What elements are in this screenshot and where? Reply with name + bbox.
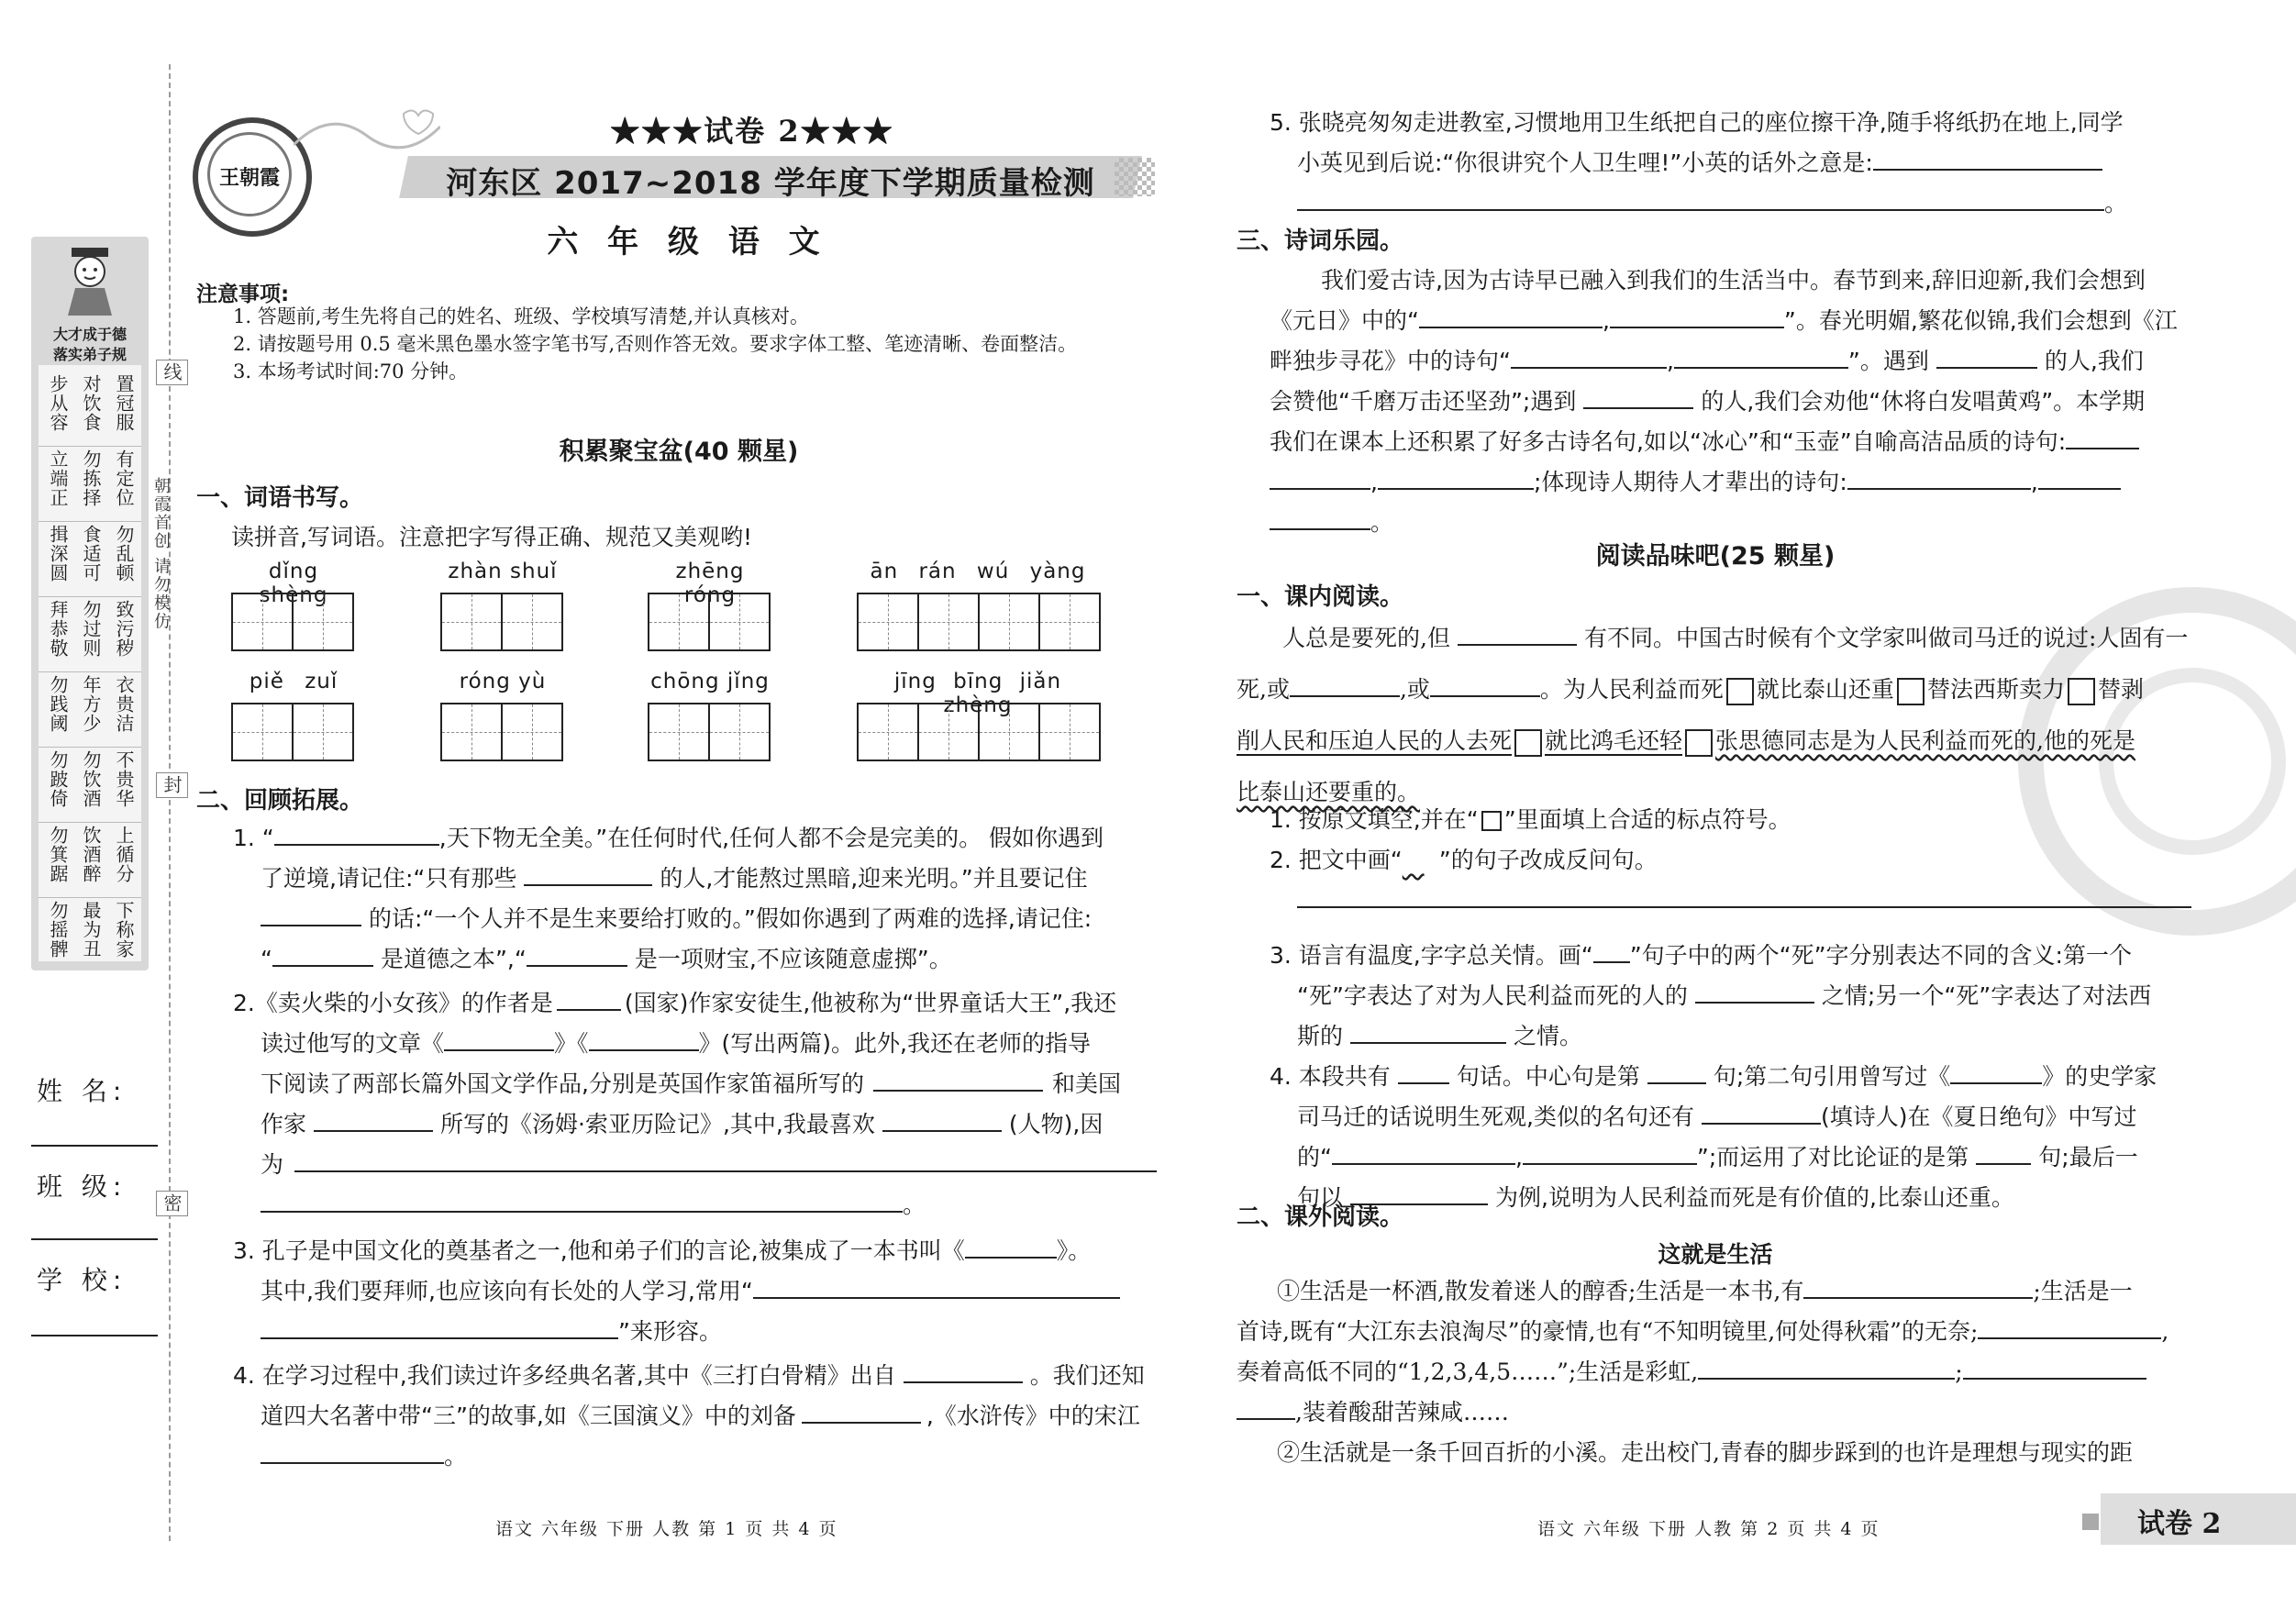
name-field[interactable] — [31, 1145, 158, 1147]
answer-blank[interactable] — [2038, 464, 2121, 490]
pinyin-text: piě zuǐ — [249, 670, 338, 693]
page-footer-right: 语文 六年级 下册 人教 第 2 页 共 4 页 — [1537, 1519, 1880, 1539]
answer-blank[interactable] — [1702, 1099, 1821, 1125]
answer-blank[interactable] — [261, 901, 361, 926]
page-footer-left: 语文 六年级 下册 人教 第 1 页 共 4 页 — [495, 1519, 838, 1539]
text: (填诗人)在《夏日绝句》中写过 — [1820, 1103, 2137, 1130]
answer-blank[interactable] — [1950, 1059, 2042, 1084]
text: ,或 — [1399, 676, 1430, 703]
class-label: 班 级: — [37, 1171, 128, 1202]
text: 司马迁的话说明生死观,类似的名句还有 — [1297, 1103, 1694, 1130]
text: ”来形容。 — [618, 1318, 722, 1345]
part1-title: 积累聚宝盆(40 颗星) — [559, 438, 799, 466]
notice-list — [233, 303, 1187, 385]
answer-blank[interactable] — [753, 1273, 1120, 1299]
answer-blank[interactable] — [1647, 1059, 1706, 1084]
text: 小英见到后说:“你很讲究个人卫生哩!”小英的话外之意是: — [1297, 150, 1873, 176]
motto-top: 大才成于德 — [52, 326, 127, 343]
answer-blank[interactable] — [1936, 343, 2037, 369]
rule-text: 食适可 — [80, 525, 102, 582]
text: 1. “ — [233, 825, 274, 851]
rule-text: 对饮食 — [80, 374, 102, 432]
text: ,天下物无全美。”在任何时代,任何人都不会是完美的。 假如你遇到 — [438, 825, 1104, 851]
text: 我们爱古诗,因为古诗早已融入到我们的生活当中。春节到来,辞旧迎新,我们会想到 — [1321, 267, 2146, 294]
text: “死”字表达了对为人民利益而死的人的 — [1297, 982, 1688, 1009]
writing-grid[interactable] — [440, 593, 563, 651]
rule-text: 衣贵洁 — [113, 675, 135, 733]
answer-blank[interactable] — [1290, 671, 1400, 697]
answer-blank[interactable] — [444, 1026, 554, 1051]
answer-blank[interactable] — [1674, 343, 1848, 369]
rule-text: 勿拣择 — [80, 449, 102, 507]
answer-blank[interactable] — [1695, 978, 1814, 1004]
q3-heading: 三、诗词乐园。 — [1237, 227, 1404, 255]
answer-blank[interactable] — [1963, 1354, 2146, 1380]
answer-blank[interactable] — [294, 1147, 1157, 1172]
name-label: 姓 名: — [37, 1076, 128, 1106]
question-5 — [1270, 103, 2196, 224]
text: 死,或 — [1237, 676, 1290, 703]
text: 的人,才能熬过黑暗,迎来光明。”并且要记住 — [660, 865, 1088, 892]
text: ”里面填上合适的标点符号。 — [1503, 806, 1791, 833]
wavy-mark-icon — [1403, 840, 1439, 881]
text: , — [2161, 1318, 2169, 1345]
answer-blank[interactable] — [557, 985, 621, 1011]
rule-text: 上循分 — [113, 826, 135, 883]
subject-title: 六 年 级 语 文 — [547, 224, 829, 261]
pinyin-item — [648, 670, 772, 771]
answer-blank[interactable] — [1523, 1139, 1697, 1165]
answer-blank[interactable] — [882, 1106, 1002, 1132]
text: , — [1666, 348, 1674, 374]
question-2-3 — [233, 1231, 1169, 1352]
pinyin-text: zhēng róng — [675, 560, 745, 607]
rule-row — [39, 816, 141, 898]
text: 为例,说明为人民利益而死是有价值的,比泰山还重。 — [1495, 1184, 2014, 1211]
text: ”。遇到 — [1847, 348, 1929, 374]
logo-ring — [207, 132, 292, 216]
text: 会赞他“千磨万击还坚劲”;遇到 — [1270, 388, 1577, 415]
pinyin-text: ān rán wú yàng — [870, 560, 1086, 583]
text: ,装着酸甜苦辣咸…… — [1295, 1399, 1509, 1425]
rule-row — [39, 666, 141, 748]
text: 为 — [261, 1151, 284, 1178]
text: 斯的 — [1297, 1023, 1344, 1049]
rule-text: 拜恭敬 — [47, 600, 69, 658]
text: 3. 语言有温度,字字总关情。画“ — [1270, 942, 1593, 969]
pinyin-text: chōng jǐng — [650, 670, 770, 693]
pinyin-text: zhàn shuǐ — [448, 560, 558, 583]
pinyin-item — [231, 670, 356, 771]
logo-text: 王朝霞 — [218, 166, 280, 190]
writing-grid[interactable] — [857, 593, 1101, 651]
text: ”;而运用了对比论证的是第 — [1696, 1144, 1969, 1170]
answer-blank[interactable] — [965, 1233, 1057, 1259]
rule-text: 有定位 — [113, 449, 135, 507]
text: 》《 — [554, 1030, 589, 1057]
text: 。 — [444, 1443, 468, 1469]
rule-text: 立端正 — [47, 449, 69, 507]
text: 句话。中心句是第 — [1456, 1063, 1640, 1090]
rule-row — [39, 516, 141, 597]
answer-blank[interactable] — [1237, 1394, 1295, 1420]
poem-section — [1270, 261, 2196, 543]
outer-reading-heading: 二、课外阅读。 — [1237, 1203, 1404, 1231]
pinyin-item — [440, 560, 565, 660]
text: ,《水浒传》中的宋江 — [926, 1403, 1140, 1429]
text: 1. 按原文填空,并在“ — [1270, 806, 1479, 833]
answer-blank[interactable] — [261, 1438, 444, 1464]
answer-blank[interactable] — [904, 1358, 1023, 1383]
text: 下阅读了两部长篇外国文学作品,分别是英国作家笛福所写的 — [261, 1070, 864, 1097]
text: ①生活是一杯酒,散发着迷人的醇香;生活是一本书,有 — [1277, 1278, 1804, 1304]
notice-item: 1. 答题前,考生先将自己的姓名、班级、学校填写清楚,并认真核对。 — [233, 305, 810, 327]
text: 削人民和压迫人民的人去死 — [1237, 727, 1513, 754]
paper-number: 试卷 2 — [2137, 1508, 2222, 1540]
rules-panel — [39, 365, 141, 961]
answer-blank[interactable] — [1270, 464, 1370, 490]
writing-grid[interactable] — [648, 703, 771, 761]
text: 《元日》中的“ — [1270, 307, 1419, 334]
rule-text: 勿践阈 — [47, 675, 69, 733]
corner-square-icon — [2082, 1514, 2099, 1530]
text: 句;最后一 — [2038, 1144, 2138, 1170]
text: 我们在课本上还积累了好多古诗名句,如以“冰心”和“玉壶”自喻高洁品质的诗句: — [1270, 428, 2067, 455]
cut-mark-seal: 封 — [156, 772, 188, 798]
part2-title: 阅读品味吧(25 颗星) — [1595, 542, 1836, 571]
text: 的人,我们会劝他“休将白发唱黄鸡”。本学期 — [1701, 388, 2146, 415]
notice-heading: 注意事项: — [196, 283, 290, 306]
rule-text: 致污秽 — [113, 600, 135, 658]
pinyin-item — [648, 560, 772, 660]
text: 其中,我们要拜师,也应该向有长处的人学习,常用“ — [261, 1278, 753, 1304]
rule-text: 饮酒醉 — [80, 826, 102, 883]
text: , — [2030, 469, 2038, 495]
question-2-2 — [233, 983, 1169, 1225]
answer-blank[interactable] — [1583, 383, 1693, 409]
answer-blank[interactable] — [261, 1314, 618, 1339]
text: (人物),因 — [1008, 1111, 1104, 1137]
text: 句以 — [1297, 1184, 1344, 1211]
rule-text: 不贵华 — [113, 750, 135, 808]
text: 畔独步寻花》中的诗句“ — [1270, 348, 1511, 374]
answer-blank[interactable] — [1511, 343, 1667, 369]
rule-row — [39, 440, 141, 522]
answer-blank[interactable] — [1873, 145, 2102, 171]
answer-blank[interactable] — [1270, 505, 1370, 530]
text: 道四大名著中带“三”的故事,如《三国演义》中的刘备 — [261, 1403, 796, 1429]
text: ”。春光明媚,繁花似锦,我们会想到《江 — [1783, 307, 2178, 334]
rule-text: 下称家 — [113, 901, 135, 959]
cut-mark-seal: 线 — [156, 360, 188, 385]
article-title: 这就是生活 — [1658, 1241, 1773, 1268]
answer-blank[interactable] — [873, 1066, 1043, 1092]
inner-reading-heading: 一、课内阅读。 — [1237, 583, 1404, 611]
writing-grid[interactable] — [440, 703, 563, 761]
text: 读过他写的文章《 — [261, 1030, 445, 1057]
text: 的“ — [1297, 1144, 1332, 1170]
answer-blank[interactable] — [2066, 424, 2139, 449]
text: 和美国 — [1051, 1070, 1121, 1097]
answer-blank[interactable] — [314, 1106, 433, 1132]
text: 。 — [2104, 190, 2128, 216]
writing-grid[interactable] — [231, 703, 354, 761]
text: 就比鸿毛还轻 — [1545, 727, 1683, 754]
question-2-4 — [233, 1356, 1169, 1477]
answer-blank[interactable] — [1803, 1273, 2033, 1299]
punctuation-box[interactable] — [1726, 678, 1754, 705]
pinyin-item — [857, 560, 1099, 660]
rule-text: 年方少 — [80, 675, 102, 733]
answer-blank[interactable] — [1419, 303, 1603, 328]
answer-blank[interactable] — [261, 1187, 903, 1213]
text: ②生活就是一条千回百折的小溪。走出校门,青春的脚步踩到的也许是理想与现实的距 — [1277, 1439, 2133, 1466]
text: , — [1602, 307, 1610, 334]
inner-questions — [1270, 800, 2196, 1218]
underline-mark — [1593, 937, 1630, 963]
rule-text: 步从容 — [47, 374, 69, 432]
notice-item: 2. 请按题号用 0.5 毫米黑色墨水签字笔书写,否则作答无效。要求字体工整、笔迹清晰、卷面整洁。 — [233, 333, 1078, 355]
answer-blank[interactable] — [1378, 464, 1534, 490]
answer-blank[interactable] — [1976, 1139, 2031, 1165]
school-field[interactable] — [31, 1335, 158, 1336]
pinyin-item — [440, 670, 565, 771]
text: ; — [1955, 1359, 1963, 1385]
text: 了逆境,请记住:“只有那些 — [261, 865, 517, 892]
text: 替法西斯卖力 — [1926, 676, 2065, 703]
punctuation-box[interactable] — [1685, 729, 1713, 757]
text: 所写的《汤姆·索亚历险记》,其中,我最喜欢 — [440, 1111, 875, 1137]
text: 》(写出两篇)。此外,我还在老师的指导 — [698, 1030, 1091, 1057]
text: (国家)作家安徒生,他被称为“世界童话大王”,我还 — [624, 990, 1117, 1016]
pinyin-item — [857, 670, 1099, 771]
answer-blank[interactable] — [1398, 1059, 1449, 1084]
answer-blank[interactable] — [1430, 671, 1540, 697]
text: 之情。 — [1514, 1023, 1583, 1049]
answer-blank[interactable] — [272, 941, 373, 967]
text: 2. 把文中画“ — [1270, 847, 1403, 873]
rule-text: 揖深圆 — [47, 525, 69, 582]
answer-blank[interactable] — [1698, 1354, 1955, 1380]
rule-row — [39, 365, 141, 447]
text: 人总是要死的,但 — [1282, 625, 1450, 651]
rule-row — [39, 591, 141, 672]
text: 首诗,既有“大江东去浪淘尽”的豪情,也有“不知明镜里,何处得秋霜”的无奈; — [1237, 1318, 1979, 1345]
q1-instruction: 读拼音,写词语。注意把字写得正确、规范又美观哟! — [231, 524, 752, 550]
text: 5. 张晓亮匆匆走进教室,习惯地用卫生纸把自己的座位擦干净,随手将纸扔在地上,同学 — [1270, 109, 2124, 136]
text: 。我们还知 — [1029, 1362, 1145, 1389]
text: 之情;另一个“死”字表达了对法西 — [1821, 982, 2152, 1009]
rule-text: 勿摇髀 — [47, 901, 69, 959]
writing-grid[interactable] — [648, 593, 771, 651]
text: ;生活是一 — [2033, 1278, 2133, 1304]
q1-heading: 一、词语书写。 — [196, 484, 364, 512]
binding-line — [169, 64, 171, 1541]
pinyin-text: róng yù — [459, 670, 547, 693]
text: 就比泰山还重 — [1756, 676, 1894, 703]
text: 》的史学家 — [2042, 1063, 2157, 1090]
copyright-note: 朝霞首创 请勿模仿 — [151, 477, 171, 631]
rule-text: 最为丑 — [80, 901, 102, 959]
answer-blank[interactable] — [524, 860, 652, 886]
text: ;体现诗人期待人才辈出的诗句: — [1533, 469, 1847, 495]
rule-text: 勿跛倚 — [47, 750, 69, 808]
wavy-sentence: 张思德同志是为人民利益而死的,他的死是 — [1715, 727, 2135, 754]
text: 有不同。中国古时候有个文学家叫做司马迁的说过:人固有一 — [1583, 625, 2189, 651]
text: 替剥 — [2097, 676, 2144, 703]
class-field[interactable] — [31, 1238, 158, 1240]
rule-text: 勿过则 — [80, 600, 102, 658]
wavy-sentence: 比泰山还要重的。 — [1237, 779, 1421, 805]
answer-blank[interactable] — [1332, 1139, 1515, 1165]
text: 4. 在学习过程中,我们读过许多经典名著,其中《三打白骨精》出自 — [233, 1362, 896, 1389]
answer-blank[interactable] — [1350, 1018, 1506, 1044]
answer-blank[interactable] — [1297, 882, 2191, 908]
rule-text: 勿饮酒 — [80, 750, 102, 808]
text: 。为人民利益而死 — [1539, 676, 1724, 703]
rule-text: 勿乱顿 — [113, 525, 135, 582]
text: 的人,我们 — [2044, 348, 2144, 374]
question-2-1 — [233, 818, 1169, 980]
answer-blank[interactable] — [1297, 185, 2104, 211]
punctuation-box[interactable] — [2068, 678, 2095, 705]
answer-blank[interactable] — [802, 1398, 921, 1424]
punctuation-box[interactable] — [1897, 678, 1924, 705]
paper-tag: ★★★试卷 2★★★ — [610, 114, 894, 149]
answer-blank[interactable] — [1458, 620, 1577, 646]
text: 》。 — [1056, 1237, 1092, 1264]
cut-mark-seal: 密 — [156, 1191, 188, 1216]
text: ”的句子改成反问句。 — [1438, 847, 1658, 873]
text: 。 — [1370, 509, 1394, 536]
exam-title: 河东区 2017~2018 学年度下学期质量检测 — [446, 165, 1095, 202]
text: “ — [261, 946, 272, 972]
text: 作家 — [261, 1111, 307, 1137]
rule-text: 勿箕踞 — [47, 826, 69, 883]
motto-bottom: 落实弟子规 — [52, 346, 127, 363]
answer-blank[interactable] — [589, 1026, 699, 1051]
writing-grid[interactable] — [231, 593, 354, 651]
rule-row — [39, 741, 141, 823]
outer-reading-passage — [1237, 1271, 2200, 1473]
answer-blank[interactable] — [527, 941, 627, 967]
motto-strip — [31, 237, 149, 970]
text: ”句子中的两个“死”字分别表达不同的含义:第一个 — [1629, 942, 2132, 969]
answer-blank[interactable] — [1610, 303, 1784, 328]
text: 是一项财宝,不应该随意虚掷”。 — [634, 946, 952, 972]
q2-heading: 二、回顾拓展。 — [196, 787, 364, 815]
answer-blank[interactable] — [274, 820, 439, 846]
text: 的话:“一个人并不是生来要给打败的。”假如你遇到了两难的选择,请记住: — [369, 905, 1093, 932]
pinyin-item — [231, 560, 356, 660]
text: , — [1370, 469, 1378, 495]
text: 句;第二句引用曾写过《 — [1713, 1063, 1951, 1090]
rule-row — [39, 892, 141, 972]
scholar-illustration — [53, 244, 127, 317]
pinyin-text: jīng bīng jiǎn zhèng — [893, 670, 1062, 717]
text: 4. 本段共有 — [1270, 1063, 1391, 1090]
inner-reading-passage — [1237, 613, 2200, 818]
answer-blank[interactable] — [1978, 1314, 2161, 1339]
school-label: 学 校: — [37, 1265, 128, 1295]
text: 是道德之本”,“ — [380, 946, 527, 972]
text: 奏着高低不同的“1,2,3,4,5……”;生活是彩虹, — [1237, 1359, 1699, 1385]
box-icon — [1481, 811, 1502, 831]
text: 3. 孔子是中国文化的奠基者之一,他和弟子们的言论,被集成了一本书叫《 — [233, 1237, 965, 1264]
pinyin-text: dǐng shèng — [259, 560, 328, 607]
text: 。 — [903, 1192, 926, 1218]
rule-text: 置冠服 — [113, 374, 135, 432]
notice-item: 3. 本场考试时间:70 分钟。 — [233, 360, 469, 383]
ribbon-decoration — [294, 108, 440, 163]
writing-grid[interactable] — [857, 703, 1101, 761]
punctuation-box[interactable] — [1514, 729, 1542, 757]
answer-blank[interactable] — [1847, 464, 2031, 490]
text: 2.《卖火柴的小女孩》的作者是 — [233, 990, 553, 1016]
text: , — [1514, 1144, 1523, 1170]
